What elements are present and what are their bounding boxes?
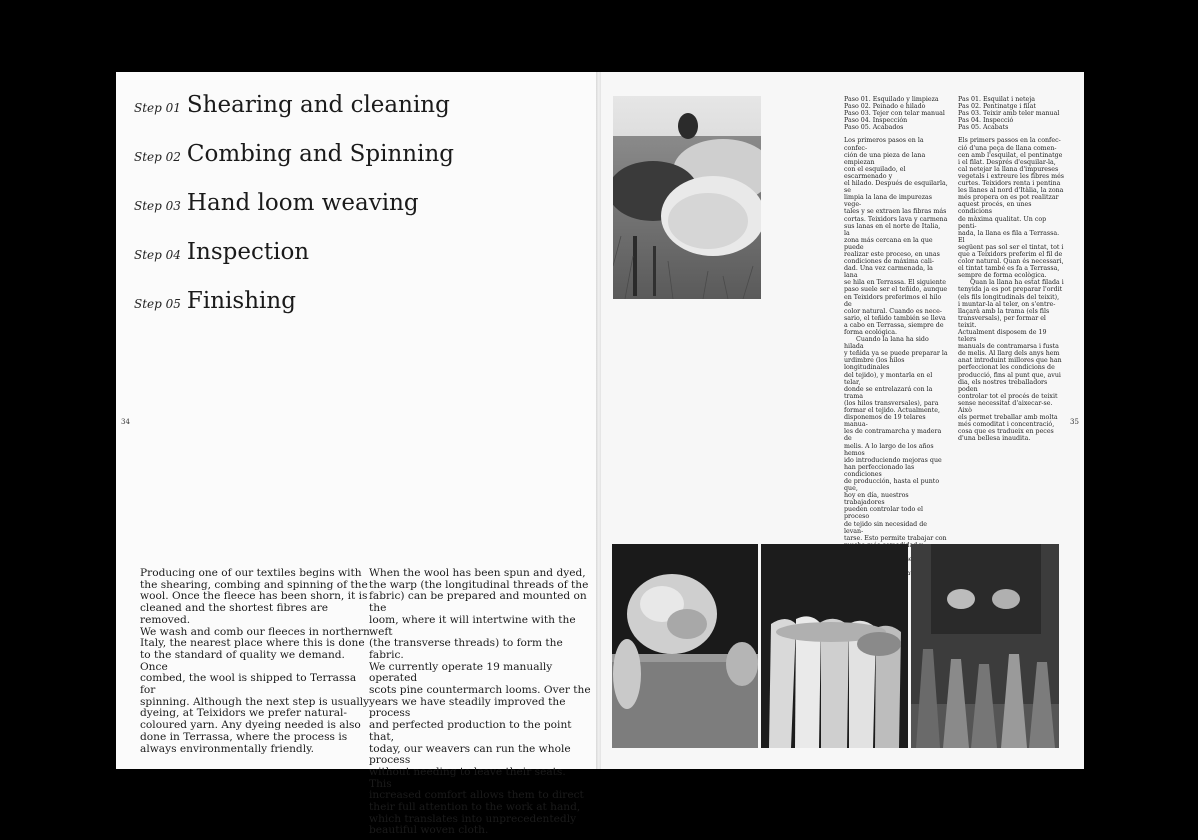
page-number-right: 35	[1070, 418, 1079, 426]
text-line: increased comfort allows them to direct	[369, 789, 584, 802]
text-line: beautiful woven cloth.	[369, 824, 489, 837]
text-line: When the wool has been spun and dyed,	[369, 567, 586, 579]
text-line: scots pine countermarch looms. Over the	[369, 684, 591, 697]
text-line: melis. A lo largo de los años hemos	[844, 442, 934, 457]
text-line: paso suele ser el teñido, aunque	[844, 286, 948, 294]
text-line: to the standard of quality we demand. Once	[140, 648, 345, 673]
text-line: years we have steadily improved the process	[369, 695, 566, 720]
text-line: vegetals i extreure les fibres més	[958, 172, 1065, 180]
text-line: Cuando la lana ha sido hilada	[844, 336, 929, 351]
step-05	[134, 288, 296, 314]
text-line: que a Teixidors preferim el fil de	[958, 250, 1063, 258]
text-line: urdimbre (los hilos longitudinales	[844, 357, 905, 372]
step-title: Shearing and cleaning	[186, 92, 450, 118]
step-title: Combing and Spinning	[186, 141, 455, 167]
list-item: Paso 01. Esquilado y limpieza	[844, 96, 939, 103]
text-line: perfeccionat les condicions de	[958, 364, 1055, 372]
text-line: sario, el teñido también se lleva	[844, 314, 946, 322]
text-line: Producing one of our textiles begins with	[140, 567, 362, 579]
text-line: manuals de contramarsa i fusta	[958, 343, 1059, 351]
text-line: coloured yarn. Any dyeing needed is also	[140, 719, 361, 732]
text-line: sense necessitat d'aixecar-se. Això	[958, 399, 1053, 415]
text-line: de màxima qualitat. Un cop penti-	[958, 215, 1047, 230]
text-line: loom, where it will intertwine with the weft	[369, 613, 576, 638]
text-line: formar el tejido. Actualmente,	[844, 407, 940, 415]
text-line: del tejido), y montarla en el telar,	[844, 371, 933, 386]
text-line: tales y se extraen las fibras más	[844, 208, 947, 216]
text-line: dyeing, at Teixidors we prefer natural-	[140, 707, 348, 720]
list-item: Paso 03. Tejer con telar manual	[844, 110, 945, 118]
text-line: combed, the wool is shipped to Terrassa for	[140, 672, 357, 697]
step-label: Step 01	[134, 101, 181, 115]
spanish-column	[844, 96, 948, 577]
catalan-body	[958, 137, 1066, 442]
step-label: Step 04	[134, 248, 181, 262]
text-line: llaçarà amb la trama (els fils	[958, 307, 1050, 315]
spanish-body	[844, 137, 948, 577]
step-01	[134, 92, 450, 118]
text-line: realizar este proceso, en unas	[844, 250, 940, 258]
text-line: y teñida ya se puede preparar la	[844, 350, 948, 358]
spanish-steps	[844, 96, 948, 131]
text-line: We wash and comb our fleeces in northern	[140, 625, 370, 638]
step-label: Step 02	[134, 150, 181, 164]
text-line: en Teixidors preferimos el hilo de	[844, 293, 942, 308]
text-line: i el filat. Després d'esquilar-la,	[958, 158, 1056, 166]
text-line: disponemos de 19 telares manua-	[844, 414, 926, 429]
text-line: wool. Once the fleece has been shorn, it is	[140, 590, 368, 603]
text-line: les de contramarcha y madera de	[844, 428, 942, 443]
text-line: fabric) can be prepared and mounted on the	[369, 590, 587, 615]
text-line: cleaned and the shortest fibres are removed.	[140, 602, 329, 626]
text-line: pueden controlar todo el proceso	[844, 506, 923, 521]
text-line: (the transverse threads) to form the fabric.	[369, 637, 563, 661]
list-item: Paso 05. Acabados	[844, 124, 904, 132]
english-col-1	[140, 568, 370, 755]
text-line: tenyida ja es pot preparar l'ordit	[958, 286, 1063, 294]
text-line: sus lanas en el norte de Italia, la	[844, 222, 941, 237]
text-line: dia, els nostres treballadors poden	[958, 378, 1048, 393]
text-line: anat introduint millores que han	[958, 357, 1062, 365]
text-line: color natural. Quan és necessari,	[958, 258, 1064, 266]
text-line: sempre de forma ecològica.	[958, 272, 1047, 280]
list-item: Pas 01. Esquilat i neteja	[958, 96, 1035, 103]
text-line: ción de una pieza de lana empiezan	[844, 151, 926, 166]
text-line: hoy en día, nuestros trabajadores	[844, 492, 909, 507]
text-line: Els primers passos en la confec-	[958, 137, 1061, 145]
text-line: without needing to leave their seats. This	[369, 765, 566, 790]
text-line: and perfected production to the point that,	[369, 719, 572, 743]
text-line: els permet treballar amb molta	[958, 414, 1058, 422]
catalan-column	[958, 96, 1066, 443]
text-line: transversals), per formar el teixit.	[958, 314, 1046, 329]
fleece-photo	[612, 544, 758, 748]
text-line: Los primeros pasos en la confec-	[844, 137, 924, 152]
text-line: següent pas sol ser el tintat, tot i	[958, 243, 1064, 251]
text-line: producció, fins al punt que, avui	[958, 371, 1061, 379]
text-line: de tejido sin necesidad de levan-	[844, 520, 927, 535]
text-line: zona más cercana en la que puede	[844, 236, 933, 251]
text-line: today, our weavers can run the whole process	[369, 742, 571, 767]
text-line: han perfeccionado las condiciones	[844, 463, 915, 478]
text-line: which translates into unprecedentedly	[369, 812, 577, 825]
text-line: tarse. Esto permite trabajar con	[844, 534, 947, 542]
text-line: les llanes al nord d'Itàlia, la zona	[958, 187, 1064, 195]
cones-photo	[911, 544, 1059, 748]
step-title: Finishing	[186, 288, 296, 314]
text-line: Quan la llana ha estat filada i	[970, 279, 1064, 287]
text-line: ido introduciendo mejoras que	[844, 456, 942, 464]
text-line: dad. Una vez carmenada, la lana	[844, 265, 933, 280]
text-line: We currently operate 19 manually operated	[369, 660, 553, 685]
text-line: forma ecológica.	[844, 329, 898, 336]
text-line: con el esquilado, el escarmenado y	[844, 165, 906, 180]
yarn-photo	[761, 544, 908, 748]
text-line: spinning. Although the next step is usually	[140, 695, 370, 708]
text-line: de producción, hasta el punto que,	[844, 477, 940, 493]
text-line: color natural. Cuando es nece-	[844, 307, 942, 315]
sheep-photo	[613, 96, 761, 299]
list-item: Paso 04. Inspección	[844, 117, 908, 125]
text-line: curtes. Teixidors renta i pentina	[958, 180, 1061, 188]
book-gutter	[596, 72, 601, 769]
text-line: limpia la lana de impurezas vege-	[844, 194, 933, 209]
step-04	[134, 239, 309, 265]
list-item: Pas 03. Teixir amb teler manual	[958, 110, 1060, 118]
catalan-steps	[958, 96, 1066, 131]
text-line: (los hilos transversales), para	[844, 399, 939, 407]
text-line: (els fils longitudinals del teixit),	[958, 293, 1060, 301]
step-title: Inspection	[186, 239, 310, 265]
text-line: Italy, the nearest place where this is done	[140, 637, 365, 650]
text-line: donde se entrelazará con la trama	[844, 385, 933, 400]
text-line: the warp (the longitudinal threads of the	[369, 578, 589, 591]
list-item: Paso 02. Peinado e hilado	[844, 103, 926, 111]
text-line: ció d'una peça de llana comen-	[958, 144, 1057, 152]
text-line: a cabo en Terrassa, siempre de	[844, 321, 944, 329]
text-line: se hila en Terrassa. El siguiente	[844, 279, 947, 287]
text-line: el tintat també es fa a Terrassa,	[958, 265, 1060, 273]
english-col-2	[369, 568, 591, 837]
text-line: cal netejar la llana d'impureses	[958, 165, 1059, 173]
text-line: i muntar-la al teler, on s'entre-	[958, 300, 1056, 308]
page-number-left: 34	[121, 418, 130, 426]
text-line: aquest procés, en unes condicions	[958, 201, 1032, 216]
text-line: d'una bellesa inaudita.	[958, 435, 1031, 443]
text-line: cen amb l'esquilat, el pentinatge	[958, 151, 1063, 159]
list-item: Pas 04. Inspecció	[958, 117, 1014, 125]
text-line: Actualment disposem de 19 telers	[958, 329, 1047, 344]
step-title: Hand loom weaving	[186, 190, 419, 216]
step-03	[134, 190, 419, 216]
text-line: their full attention to the work at hand,	[369, 801, 581, 814]
text-line: el hilado. Después de esquilarla, se	[844, 180, 948, 195]
text-line: se	[905, 556, 913, 563]
list-item: Pas 05. Acabats	[958, 124, 1009, 132]
step-label: Step 05	[134, 297, 181, 311]
text-line: més propera on es pot realitzar	[958, 194, 1059, 202]
step-02	[134, 141, 454, 167]
text-line: cortas. Teixidors lava y carmena	[844, 215, 948, 223]
text-line: condiciones de máxima cali-	[844, 258, 934, 266]
text-line: més comoditat i concentració,	[958, 421, 1055, 429]
text-line: done in Terrassa, where the process is	[140, 730, 348, 743]
text-line: cosa que es tradueix en peces	[958, 428, 1054, 436]
text-line: controlar tot el procés de teixit	[958, 392, 1058, 400]
text-line: the shearing, combing and spinning of the	[140, 578, 368, 591]
text-line: de melis. Al llarg dels anys hem	[958, 350, 1060, 358]
text-line: always environmentally friendly.	[140, 742, 315, 755]
step-label: Step 03	[134, 199, 181, 213]
text-line: nada, la llana es fila a Terrassa. El	[958, 229, 1060, 244]
list-item: Pas 02. Pentinatge i filat	[958, 103, 1036, 111]
